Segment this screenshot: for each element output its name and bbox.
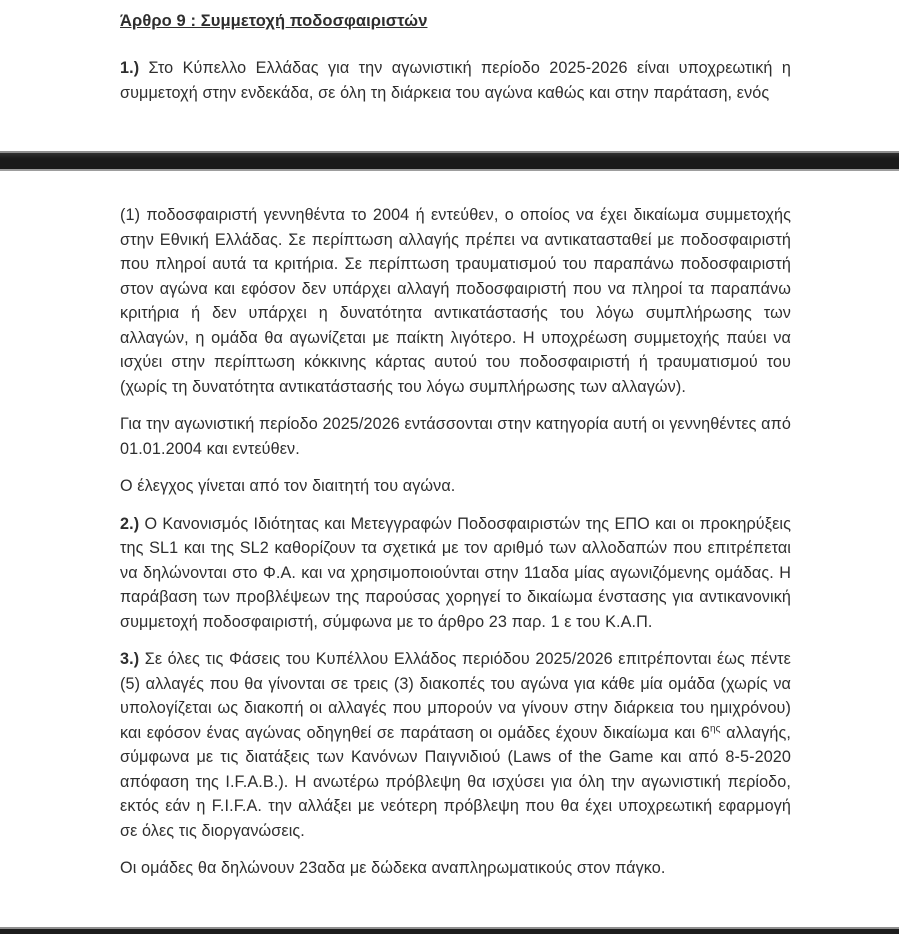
paragraph-substitutions-number: 3.)	[120, 650, 140, 668]
paragraph-intro	[120, 56, 791, 105]
paragraph-intro-number: 1.)	[120, 59, 140, 77]
paragraph-substitutions	[120, 647, 791, 843]
paragraph-foreign-players	[120, 512, 791, 635]
document-page-1	[0, 0, 899, 105]
bottom-page-break-bar	[0, 927, 899, 934]
ordinal-superscript: ης	[710, 723, 721, 735]
document-page-2	[0, 171, 899, 881]
paragraph-intro-text: Στο Κύπελλο Ελλάδας για την αγωνιστική περίοδο 2025-2026 είναι υποχρεωτική η συμμετοχή στην ενδεκάδα, σε όλη τη διάρκεια του αγώνα καθώς και στην παράταση, ενός	[120, 59, 791, 102]
paragraph-squad-size: Οι ομάδες θα δηλώνουν 23αδα με δώδεκα αναπληρωματικούς στον πάγκο.	[120, 859, 666, 877]
paragraph-player-rule: (1) ποδοσφαιριστή γεννηθέντα το 2004 ή εντεύθεν, ο οποίος να έχει δικαίωμα συμμετοχής στην Εθνική Ελλάδας. Σε περίπτωση αλλαγής πρέπει να αντικατασταθεί με ποδοσφαιριστή που πληροί αυτά τα κριτήρια. Σε περίπτωση τραυματισμού του παραπάνω ποδοσφαιριστή στον αγώνα και εφόσον δεν υπάρχει αλλαγή ποδοσφαιριστή που να πληροί τα παραπάνω κριτήρια ή δεν υπάρχει η δυνατότητα αντικατάστασής του λόγω συμπλήρωσης των αλλαγών, η ομάδα θα αγωνίζεται με παίκτη λιγότερο. Η υποχρέωση συμμετοχής παύει να ισχύει στην περίπτωση κόκκινης κάρτας αυτού του ποδοσφαιριστή ή τραυματισμού του (χωρίς τη δυνατότητα αντικατάστασής του λόγω συμπλήρωσης των αλλαγών).	[120, 206, 791, 396]
paragraph-period: Για την αγωνιστική περίοδο 2025/2026 εντάσσονται στην κατηγορία αυτή οι γεννηθέντες από 01.01.2004 και εντεύθεν.	[120, 415, 791, 458]
paragraph-substitutions-text-b: αλλαγής, σύμφωνα με τις διατάξεις των Κανόνων Παιγνιδιού (Laws of the Game και από 8-5-2020 απόφαση της I.F.A.B.). Η ανωτέρω πρόβλεψη θα ισχύσει για όλη την αγωνιστική περίοδο, εκτός εάν η F.I.F.A. την αλλάξει με νεότερη πρόβλεψη που θα έχει υποχρεωτική εφαρμογή σε όλες τις διοργανώσεις.	[120, 723, 792, 840]
paragraph-foreign-players-text: Ο Κανονισμός Ιδιότητας και Μετεγγραφών Ποδοσφαιριστών της ΕΠΟ και οι προκηρύξεις της SL1 και της SL2 καθορίζουν τα σχετικά με τον αριθμό των αλλοδαπών που επιτρέπεται να δηλώνονται στο Φ.Α. και να χρησιμοποιούνται στην 11αδα μίας αγωνιζόμενης ομάδας. Η παράβαση των προβλέψεων της παρούσας χορηγεί το δικαίωμα ένστασης για αντικανονική συμμετοχή ποδοσφαιριστή, σύμφωνα με το άρθρο 23 παρ. 1 ε του Κ.Α.Π.	[120, 514, 791, 631]
article-title: Άρθρο 9 : Συμμετοχή ποδοσφαιριστών	[120, 12, 428, 30]
page-break-bar	[0, 151, 899, 171]
paragraph-foreign-players-number: 2.)	[120, 514, 140, 533]
paragraph-substitutions-text-a: Σε όλες τις Φάσεις του Κυπέλλου Ελλάδος περιόδου 2025/2026 επιτρέπονται έως πέντε (5) αλλαγές που θα γίνονται σε τρεις (3) διακοπές του αγώνα για κάθε μία ομάδα (χωρίς να υπολογίζεται ως διακοπή οι αλλαγές που μπορούν να γίνουν στην διάρκεια του ημιχρόνου) και εφόσον ένας αγώνας οδηγηθεί σε παράταση οι ομάδες έχουν δικαίωμα και 6	[120, 650, 791, 742]
paragraph-referee-check: Ο έλεγχος γίνεται από τον διαιτητή του αγώνα.	[120, 477, 456, 495]
